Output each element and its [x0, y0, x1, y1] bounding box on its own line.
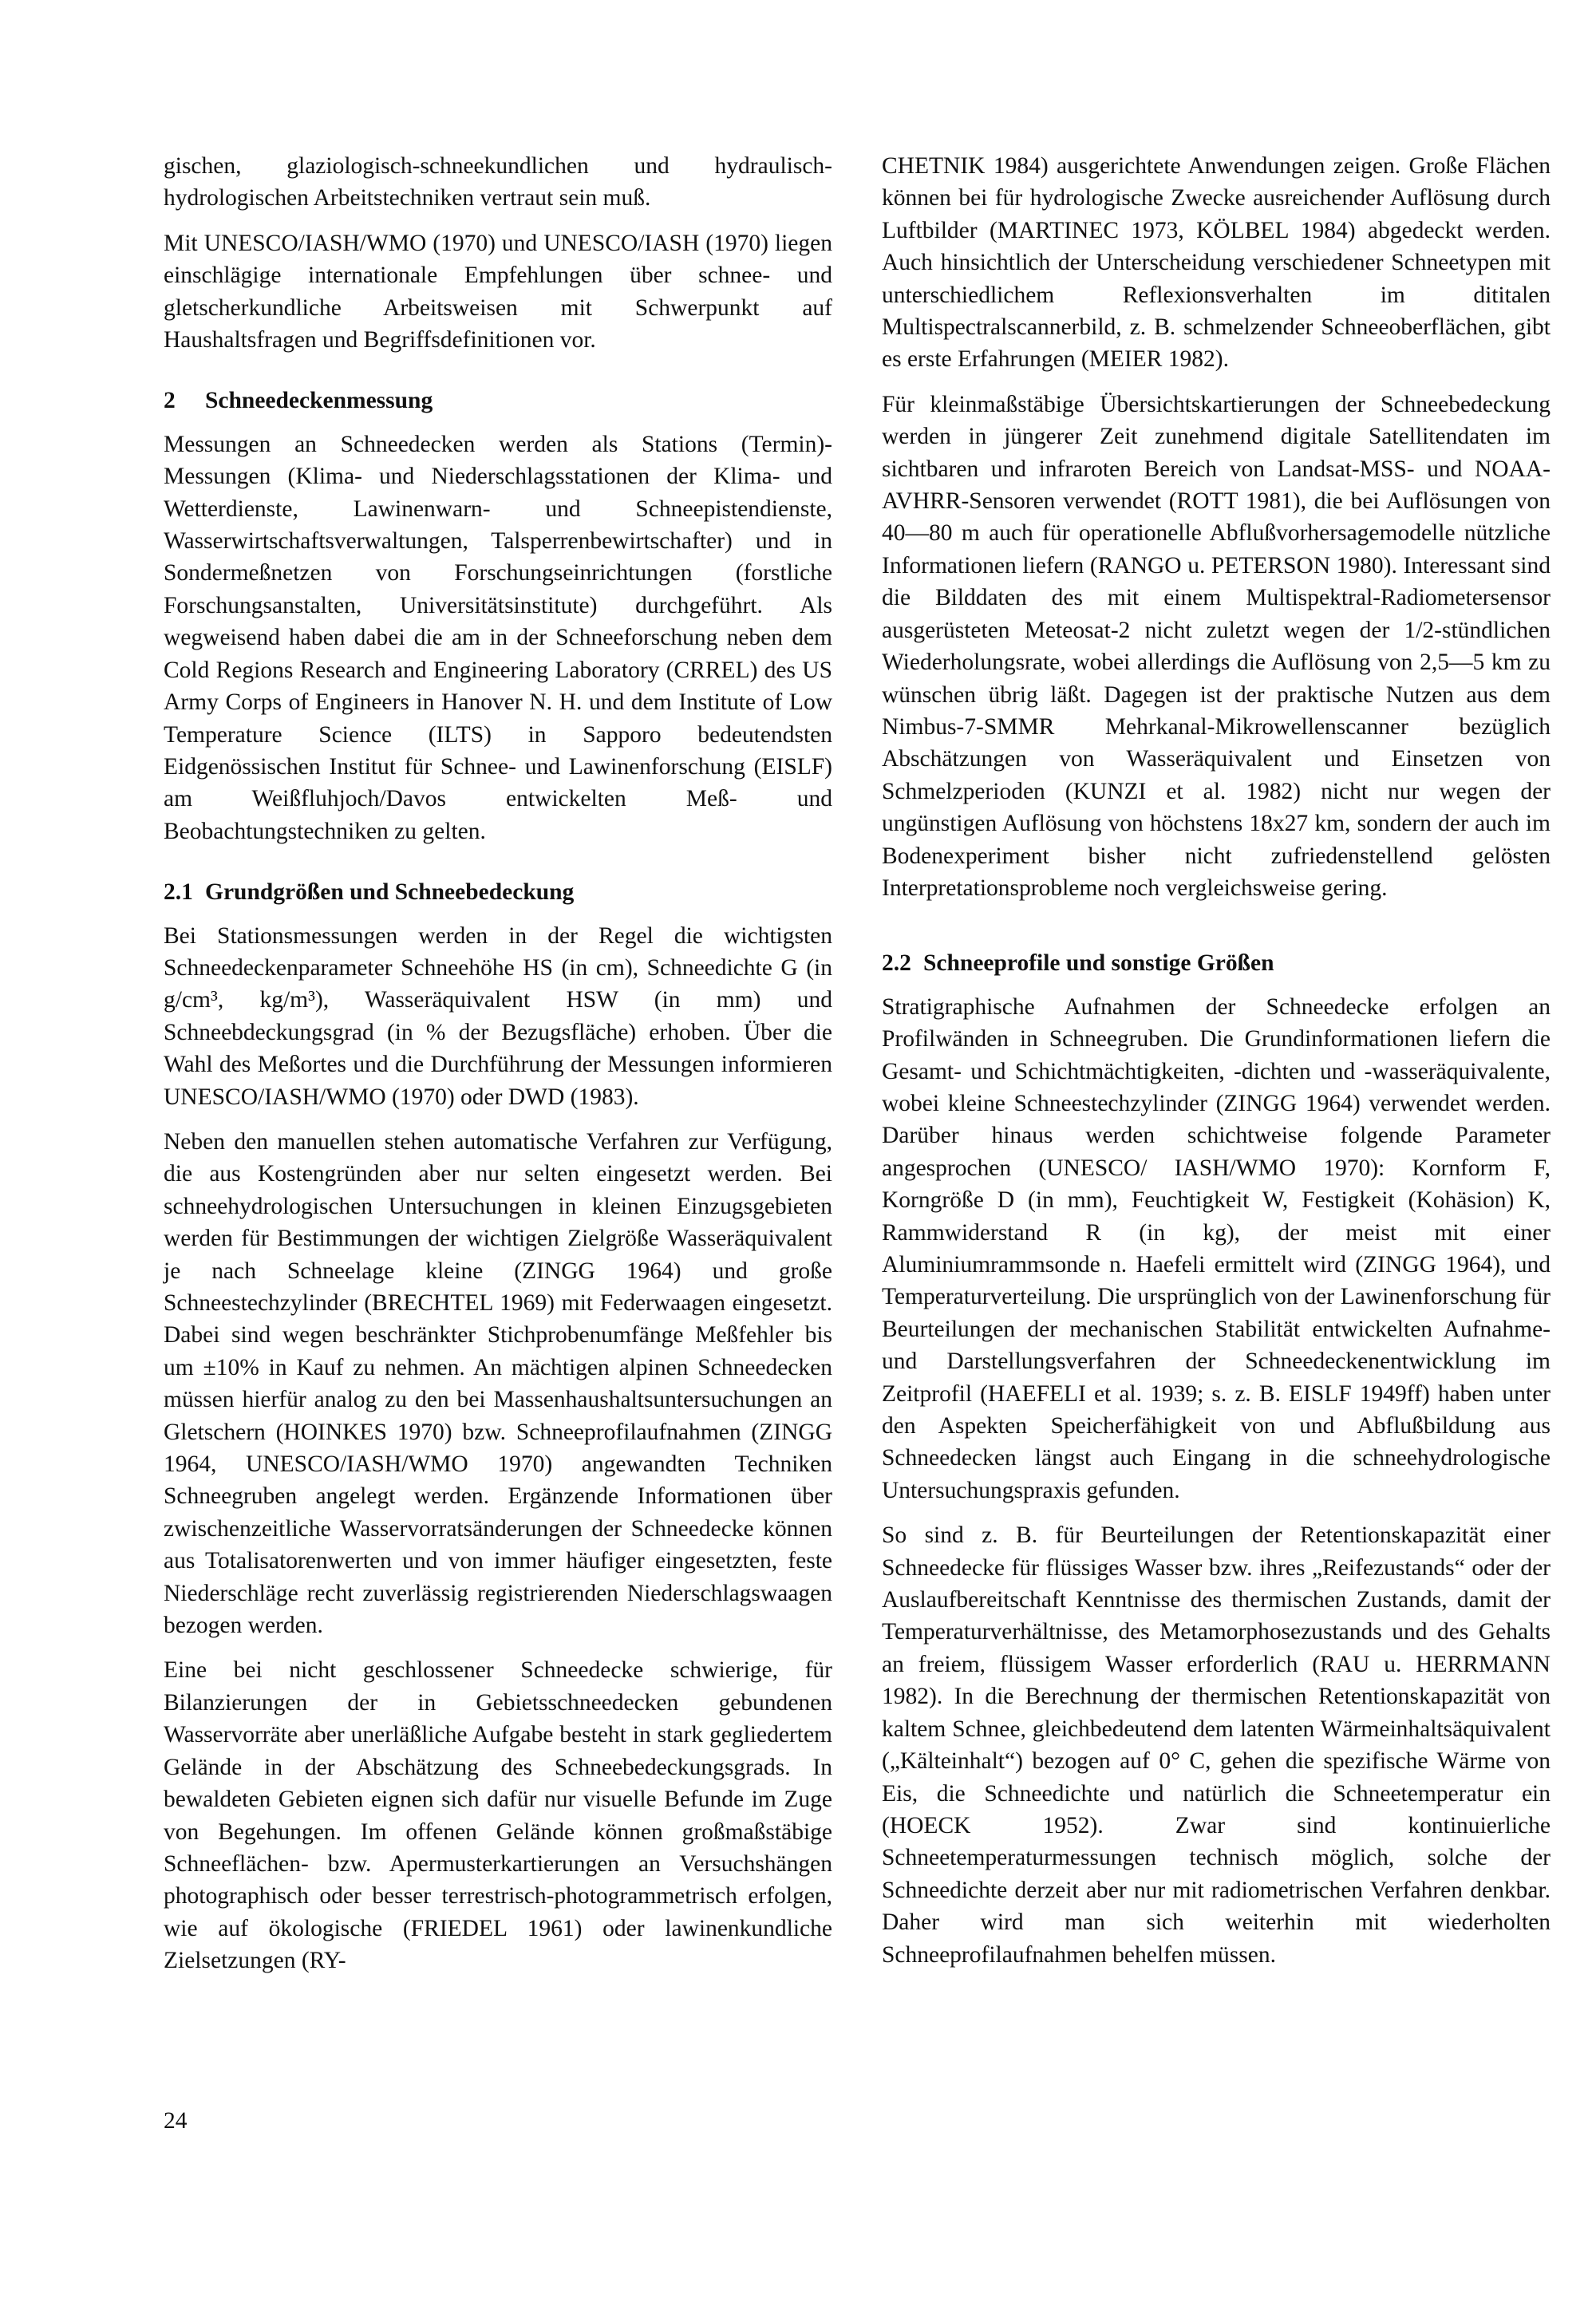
section-title: Schneeprofile und sonstige Größen [923, 950, 1274, 977]
paragraph: So sind z. B. für Beurteilungen der Retentionskapazität einer Schneedecke für flüssiges Wasser bzw. ihres „Reifezustands“ oder der Auslaufbereitschaft Kenntnisse des thermischen Zustands, damit der Temperaturverhältnisse, des Metamorphosezustands und des Gehalts an freiem, flüssigem Wasser erforderlich (RAU u. HERRMANN 1982). In die Berechnung der thermischen Retentionskapazität von kaltem Schnee, gleichbedeutend dem latenten Wärmeinhaltsäquivalent („Kälteinhalt“) bezogen auf 0° C, gehen die spezifische Wärme von Eis, die Schneedichte und natürlich die Schneetemperatur ein (HOECK 1952). Zwar sind kontinuierliche Schneetemperaturmessungen technisch möglich, solche der Schneedichte derzeit aber nur mit radiometrischen Verfahren denkbar. Daher wird man sich weiterhin mit wiederholten Schneeprofilaufnahmen behelfen müssen. [882, 1522, 1551, 1968]
section-title: Grundgrößen und Schneebedeckung [205, 879, 575, 906]
section-number: 2.1 [164, 879, 193, 906]
section-title: Schneedeckenmessung [205, 388, 433, 414]
section-number: 2.2 [882, 950, 911, 977]
section-heading-2 [164, 385, 832, 417]
paragraph: Bei Stationsmessungen werden in der Regel die wichtigsten Schneedeckenparameter Schneehöhe HS (in cm), Schneedichte G (in g/cm³, kg/m³), Wasseräquivalent HSW (in mm) und Schneebdeckungsgrad (in % der Bezugsfläche) erhoben. Über die Wahl des Meßortes und die Durchführung der Messungen informieren UNESCO/IASH/WMO (1970) oder DWD (1983). [164, 922, 832, 1110]
paragraph: Mit UNESCO/IASH/WMO (1970) und UNESCO/IASH (1970) liegen einschlägige internationale Empfehlungen über schnee- und gletscherkundliche Arbeitsweisen mit Schwerpunkt auf Haushaltsfragen und Begriffsdefinitionen vor. [164, 230, 832, 353]
section-heading-2-2 [882, 947, 1551, 979]
paragraph: CHETNIK 1984) ausgerichtete Anwendungen zeigen. Große Flächen können bei für hydrologische Zwecke ausreichender Auflösung durch Luftbilder (MARTINEC 1973, KÖLBEL 1984) abgedeckt werden. Auch hinsichtlich der Unterscheidung verschiedener Schneetypen mit unterschiedlichem Reflexionsverhalten im dititalen Multispectralscannerbild, z. B. schmelzender Schneeoberflächen, gibt es erste Erfahrungen (MEIER 1982). [882, 153, 1551, 373]
right-column [882, 150, 1551, 1984]
paragraph: Für kleinmaßstäbige Übersichtskartierungen der Schneebedeckung werden in jüngerer Zeit zunehmend digitale Satellitendaten im sichtbaren und infraroten Bereich von Landsat-MSS- und NOAA-AVHRR-Sensoren verwendet (ROTT 1981), die bei Auflösungen von 40—80 m auch für operationelle Abflußvorhersagemodelle nützliche Informationen liefern (RANGO u. PETERSON 1980). Interessant sind die Bilddaten des mit einem Multispektral-Radiometersensor ausgerüsteten Meteosat-2 nicht zuletzt wegen der 1/2-stündlichen Wiederholungsrate, wobei allerdings die Auflösung von 2,5—5 km zu wünschen übrig läßt. Dagegen ist der praktische Nutzen aus dem Nimbus-7-SMMR Mehrkanal-Mikrowellenscanner bezüglich Abschätzungen von Wasseräquivalent und Einsetzen von Schmelzperioden (KUNZI et al. 1982) nicht nur wegen der ungünstigen Auflösung von höchstens 18x27 km, sondern der auch im Bodenexperiment bisher nicht zufriedenstellend gelösten Interpretationsprobleme noch vergleichsweise gering. [882, 391, 1551, 901]
left-column [164, 150, 832, 1990]
paragraph: Eine bei nicht geschlossener Schneedecke schwierige, für Bilanzierungen der in Gebietsschneedecken gebundenen Wasservorräte aber unerläßliche Aufgabe besteht in stark gegliedertem Gelände in der Abschätzung des Schneebedeckungsgrads. In bewaldeten Gebieten eignen sich dafür nur visuelle Befunde im Zuge von Begehungen. Im offenen Gelände können großmaßstäbige Schneeflächen- bzw. Apermusterkartierungen an Versuchshängen photographisch oder besser terrestrisch-photogrammetrisch erfolgen, wie auf ökologische (FRIEDEL 1961) oder lawinenkundliche Zielsetzungen (RY- [164, 1657, 832, 1974]
section-heading-2-1 [164, 876, 832, 908]
paragraph: Messungen an Schneedecken werden als Stations (Termin)-Messungen (Klima- und Niederschlagsstationen der Klima- und Wetterdienste, Lawinenwarn- und Schneepistendienste, Wasserwirtschaftsverwaltungen, Talsperrenbewirtschafter) und in Sondermeßnetzen von Forschungseinrichtungen (forstliche Forschungsanstalten, Universitätsinstitute) durchgeführt. Als wegweisend haben dabei die am in der Schneeforschung neben dem Cold Regions Research and Engineering Laboratory (CRREL) des US Army Corps of Engineers in Hanover N. H. und dem Institute of Low Temperature Science (ILTS) in Sapporo bedeutendsten Eidgenössischen Institut für Schnee- und Lawinenforschung (EISLF) am Weißfluhjoch/Davos entwickelten Meß- und Beobachtungstechniken zu gelten. [164, 431, 832, 844]
paragraph: Neben den manuellen stehen automatische Verfahren zur Verfügung, die aus Kostengründen aber nur selten eingesetzt werden. Bei schneehydrologischen Untersuchungen in kleinen Einzugsgebieten werden für Bestimmungen der wichtigen Zielgröße Wasseräquivalent je nach Schneelage kleine (ZINGG 1964) und große Schneestechzylinder (BRECHTEL 1969) mit Federwaagen eingesetzt. Dabei sind wegen beschränkter Stichprobenumfänge Meßfehler bis um ±10% in Kauf zu nehmen. An mächtigen alpinen Schneedecken müssen hierfür analog zu den bei Massenhaushaltsuntersuchungen an Gletschern (HOINKES 1970) bzw. Schneeprofilaufnahmen (ZINGG 1964, UNESCO/IASH/WMO 1970) angewandten Techniken Schneegruben angelegt werden. Ergänzende Informationen über zwischenzeitliche Wasservorratsänderungen der Schneedecke können aus Totalisatorenwerten und von immer häufiger eingesetzten, feste Niederschläge recht zuverlässig registrierenden Niederschlagswaagen bezogen werden. [164, 1128, 832, 1639]
section-number: 2 [164, 388, 176, 414]
paragraph: gischen, glaziologisch-schneekundlichen und hydraulisch-hydrologischen Arbeitstechniken vertraut sein muß. [164, 153, 832, 211]
page-number: 24 [164, 2108, 188, 2134]
paragraph: Stratigraphische Aufnahmen der Schneedecke erfolgen an Profilwänden in Schneegruben. Die Grundinformationen liefern die Gesamt- und Schichtmächtigkeiten, -dichten und -wasseräquivalente, wobei kleine Schneestechzylinder (ZINGG 1964) verwendet werden. Darüber hinaus werden schichtweise folgende Parameter angesprochen (UNESCO/ IASH/WMO 1970): Kornform F, Korngröße D (in mm), Feuchtigkeit W, Festigkeit (Kohäsion) K, Rammwiderstand R (in kg), der meist mit einer Aluminiumrammsonde n. Haefeli ermittelt wird (ZINGG 1964), und Temperaturverteilung. Die ursprünglich von der Lawinenforschung für Beurteilungen der mechanischen Stabilität entwickelten Aufnahme- und Darstellungsverfahren der Schneedeckenentwicklung im Zeitprofil (HAEFELI et al. 1939; s. z. B. EISLF 1949ff) haben unter den Aspekten Speicherfähigkeit von und Abflußbildung aus Schneedecken längst auch Eingang in die schneehydrologische Untersuchungspraxis gefunden. [882, 993, 1551, 1503]
